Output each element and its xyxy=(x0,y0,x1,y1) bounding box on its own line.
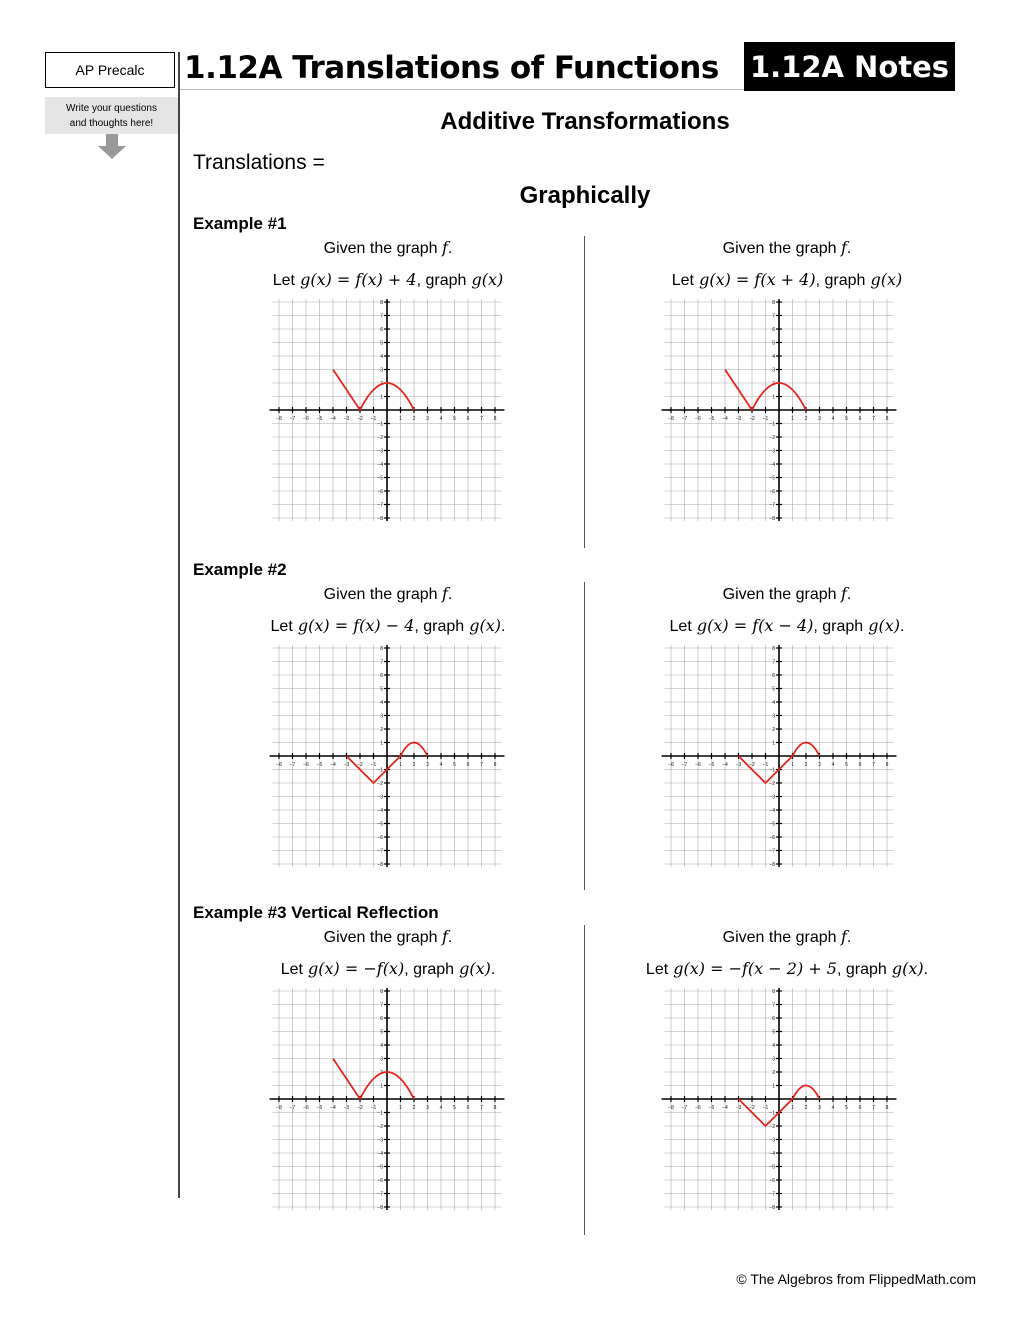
x-tick-label: 1 xyxy=(399,762,402,768)
transformation-expression: g(x) = f(x) + 4 xyxy=(300,270,417,289)
x-tick-label: 3 xyxy=(426,416,429,422)
y-tick-label: −7 xyxy=(377,848,383,855)
x-tick-label: −6 xyxy=(695,416,701,422)
margin-note-line1: Write your questions xyxy=(66,102,157,114)
y-tick-label: −1 xyxy=(377,767,383,774)
x-tick-label: −1 xyxy=(762,416,769,422)
x-tick-label: −8 xyxy=(668,762,674,768)
x-tick-label: 2 xyxy=(804,762,808,768)
y-tick-label: 1 xyxy=(772,740,775,747)
let-word: Let xyxy=(280,961,303,978)
instruction-period: . xyxy=(923,961,929,978)
x-tick-label: −8 xyxy=(668,1105,674,1111)
x-tick-label: 5 xyxy=(453,762,456,768)
x-tick-label: 8 xyxy=(885,416,889,422)
x-tick-label: −4 xyxy=(722,762,728,768)
graph-target: g(x) xyxy=(870,270,903,289)
y-tick-label: 4 xyxy=(772,1043,775,1049)
graph-target: g(x) xyxy=(471,270,504,289)
graph-target: g(x) xyxy=(469,616,502,635)
x-tick-label: −7 xyxy=(681,1105,688,1111)
instruction-period: . xyxy=(501,618,506,635)
function-name: f xyxy=(441,927,448,946)
y-tick-label: −7 xyxy=(769,848,775,855)
x-tick-label: −5 xyxy=(708,762,715,768)
y-tick-label: 6 xyxy=(380,327,383,333)
given-text: Given the graph xyxy=(323,929,438,946)
example-1-label: Example #1 xyxy=(193,214,287,233)
given-period: . xyxy=(846,586,852,603)
x-tick-label: −1 xyxy=(762,1105,769,1111)
y-tick-label: 4 xyxy=(380,700,383,706)
y-tick-label: −8 xyxy=(377,862,383,867)
y-tick-label: 7 xyxy=(380,313,383,320)
graph-word: , graph xyxy=(404,961,455,978)
y-tick-label: −3 xyxy=(377,448,383,455)
x-tick-label: 1 xyxy=(399,416,402,422)
transformation-instruction xyxy=(587,959,987,979)
x-tick-label: −8 xyxy=(276,416,282,422)
y-tick-label: −1 xyxy=(377,1110,383,1117)
y-tick-label: 8 xyxy=(772,989,775,995)
given-period: . xyxy=(447,929,453,946)
x-tick-label: −5 xyxy=(316,1105,323,1111)
y-tick-label: 6 xyxy=(380,1016,383,1022)
x-tick-label: 3 xyxy=(818,762,821,768)
y-tick-label: −2 xyxy=(769,435,775,441)
transformation-instruction xyxy=(188,959,588,979)
x-tick-label: −2 xyxy=(357,1105,363,1111)
given-period: . xyxy=(447,586,453,603)
y-tick-label: 3 xyxy=(380,1056,383,1063)
transformation-expression: g(x) = −f(x) xyxy=(308,959,405,978)
y-tick-label: −8 xyxy=(377,516,383,521)
y-tick-label: 7 xyxy=(380,1002,383,1009)
transformation-instruction xyxy=(587,616,987,636)
x-tick-label: 8 xyxy=(493,416,497,422)
y-tick-label: −6 xyxy=(377,1178,383,1184)
given-graph-text xyxy=(607,927,967,947)
down-arrow-icon xyxy=(97,134,127,160)
course-label: AP Precalc xyxy=(45,52,175,88)
graph-target: g(x) xyxy=(891,959,924,978)
x-tick-label: −5 xyxy=(708,1105,715,1111)
x-tick-label: −6 xyxy=(303,1105,309,1111)
transformation-expression: g(x) = f(x + 4) xyxy=(699,270,816,289)
translations-label: Translations = xyxy=(193,151,325,174)
x-tick-label: −6 xyxy=(303,762,309,768)
x-tick-label: −3 xyxy=(343,1105,350,1111)
x-tick-label: −7 xyxy=(289,1105,296,1111)
x-tick-label: 3 xyxy=(818,416,821,422)
x-tick-label: 7 xyxy=(480,1105,483,1111)
y-tick-label: −5 xyxy=(769,475,775,482)
footer-credit: © The Algebros from FlippedMath.com xyxy=(736,1271,976,1287)
x-tick-label: 7 xyxy=(872,1105,875,1111)
y-tick-label: −6 xyxy=(769,835,775,841)
instruction-period: . xyxy=(900,618,905,635)
x-tick-label: 5 xyxy=(845,762,848,768)
y-tick-label: 6 xyxy=(772,673,775,679)
page-title: 1.12A Translations of Functions xyxy=(184,50,719,86)
graph-target: g(x) xyxy=(459,959,491,978)
x-tick-label: 8 xyxy=(885,762,889,768)
y-tick-label: −3 xyxy=(377,1137,383,1144)
x-tick-label: −3 xyxy=(343,762,350,768)
margin-note xyxy=(45,97,178,134)
transformation-expression: g(x) = f(x − 4) xyxy=(696,616,814,635)
y-tick-label: −5 xyxy=(377,821,383,828)
margin-note-line2: and thoughts here! xyxy=(69,117,154,129)
x-tick-label: 5 xyxy=(453,1105,456,1111)
x-tick-label: −7 xyxy=(289,762,296,768)
graph-word: , graph xyxy=(815,272,866,289)
y-tick-label: −4 xyxy=(769,808,775,814)
graphically-heading: Graphically xyxy=(519,182,651,209)
function-name: f xyxy=(840,238,847,257)
x-tick-label: −2 xyxy=(357,416,363,422)
x-tick-label: −4 xyxy=(330,762,336,768)
x-tick-label: −1 xyxy=(370,1105,377,1111)
y-tick-label: 8 xyxy=(380,300,383,306)
given-graph-text xyxy=(607,584,967,604)
x-tick-label: 7 xyxy=(872,416,875,422)
x-tick-label: −7 xyxy=(289,416,296,422)
x-tick-label: −2 xyxy=(749,416,755,422)
y-tick-label: −3 xyxy=(769,448,775,455)
y-tick-label: 2 xyxy=(380,381,383,387)
transformation-expression: g(x) = f(x) − 4 xyxy=(297,616,415,635)
function-name: f xyxy=(840,584,847,603)
x-tick-label: 6 xyxy=(466,1105,470,1111)
given-period: . xyxy=(846,240,852,257)
graph-word: , graph xyxy=(414,618,465,635)
y-tick-label: 5 xyxy=(380,686,383,693)
y-tick-label: −3 xyxy=(769,1137,775,1144)
y-tick-label: 7 xyxy=(772,313,775,320)
x-tick-label: −2 xyxy=(749,1105,755,1111)
transformation-instruction xyxy=(587,270,987,290)
graph-word: , graph xyxy=(836,961,887,978)
x-tick-label: 4 xyxy=(439,416,443,422)
coordinate-grid xyxy=(266,299,508,521)
x-tick-label: 8 xyxy=(493,762,497,768)
coordinate-grid xyxy=(266,645,508,867)
x-tick-label: 7 xyxy=(480,416,483,422)
let-word: Let xyxy=(669,618,692,635)
y-tick-label: 6 xyxy=(772,1016,775,1022)
x-tick-label: 2 xyxy=(412,1105,416,1111)
y-tick-label: 1 xyxy=(380,740,383,747)
transformation-instruction xyxy=(188,270,588,290)
y-tick-label: −5 xyxy=(377,1164,383,1171)
x-tick-label: 4 xyxy=(831,1105,835,1111)
function-name: f xyxy=(441,238,448,257)
x-tick-label: 6 xyxy=(858,416,862,422)
x-tick-label: −3 xyxy=(735,416,742,422)
x-tick-label: −5 xyxy=(316,762,323,768)
y-tick-label: 1 xyxy=(380,394,383,401)
x-tick-label: −4 xyxy=(722,1105,728,1111)
x-tick-label: 2 xyxy=(412,416,416,422)
y-tick-label: −3 xyxy=(377,794,383,801)
x-tick-label: 5 xyxy=(453,416,456,422)
y-tick-label: 5 xyxy=(772,1029,775,1036)
y-tick-label: −1 xyxy=(769,421,775,428)
y-tick-label: 8 xyxy=(380,989,383,995)
y-tick-label: 3 xyxy=(380,367,383,374)
example-3-label: Example #3 Vertical Reflection xyxy=(193,903,439,922)
y-tick-label: 6 xyxy=(380,673,383,679)
given-period: . xyxy=(846,929,852,946)
y-tick-label: −5 xyxy=(769,1164,775,1171)
y-tick-label: −1 xyxy=(377,421,383,428)
let-word: Let xyxy=(671,272,694,289)
x-tick-label: −8 xyxy=(276,1105,282,1111)
x-tick-label: −2 xyxy=(357,762,363,768)
y-tick-label: 2 xyxy=(772,1070,775,1076)
y-tick-label: 8 xyxy=(772,300,775,306)
y-tick-label: 3 xyxy=(772,367,775,374)
instruction-period: . xyxy=(490,961,496,978)
let-word: Let xyxy=(272,272,295,289)
x-tick-label: 2 xyxy=(804,1105,808,1111)
y-tick-label: 3 xyxy=(380,713,383,720)
x-tick-label: 1 xyxy=(791,762,794,768)
y-tick-label: −7 xyxy=(377,502,383,509)
given-text: Given the graph xyxy=(722,240,837,257)
given-graph-text xyxy=(208,238,568,258)
y-tick-label: 3 xyxy=(772,713,775,720)
y-tick-label: 5 xyxy=(380,340,383,347)
x-tick-label: −8 xyxy=(668,416,674,422)
y-tick-label: −4 xyxy=(377,462,383,468)
y-tick-label: 4 xyxy=(380,354,383,360)
given-graph-text xyxy=(208,584,568,604)
y-tick-label: 2 xyxy=(380,1070,383,1076)
y-tick-label: 1 xyxy=(380,1083,383,1090)
x-tick-label: 4 xyxy=(439,1105,443,1111)
x-tick-label: 4 xyxy=(439,762,443,768)
x-tick-label: −1 xyxy=(762,762,769,768)
x-tick-label: −8 xyxy=(276,762,282,768)
y-tick-label: −8 xyxy=(769,1205,775,1210)
transformation-instruction xyxy=(188,616,588,636)
coordinate-grid xyxy=(658,299,900,521)
x-tick-label: 5 xyxy=(845,1105,848,1111)
graph-target: g(x) xyxy=(868,616,901,635)
y-tick-label: 7 xyxy=(772,659,775,666)
x-tick-label: −4 xyxy=(330,1105,336,1111)
x-tick-label: 7 xyxy=(480,762,483,768)
y-tick-label: 7 xyxy=(772,1002,775,1009)
transformation-expression: g(x) = −f(x − 2) + 5 xyxy=(673,959,837,978)
x-tick-label: 1 xyxy=(791,416,794,422)
coordinate-grid xyxy=(266,988,508,1210)
x-tick-label: −3 xyxy=(735,1105,742,1111)
y-tick-label: −6 xyxy=(377,835,383,841)
x-tick-label: −2 xyxy=(749,762,755,768)
x-tick-label: −5 xyxy=(316,416,323,422)
x-tick-label: 6 xyxy=(858,1105,862,1111)
y-tick-label: −4 xyxy=(769,462,775,468)
y-tick-label: −7 xyxy=(769,1191,775,1198)
y-tick-label: −7 xyxy=(377,1191,383,1198)
y-tick-label: 4 xyxy=(380,1043,383,1049)
y-tick-label: 4 xyxy=(772,354,775,360)
y-tick-label: 2 xyxy=(772,727,775,733)
y-tick-label: −5 xyxy=(769,821,775,828)
x-tick-label: −4 xyxy=(330,416,336,422)
given-period: . xyxy=(447,240,453,257)
y-tick-label: −6 xyxy=(769,489,775,495)
x-tick-label: 1 xyxy=(791,1105,794,1111)
x-tick-label: 4 xyxy=(831,416,835,422)
x-tick-label: −5 xyxy=(708,416,715,422)
y-tick-label: −2 xyxy=(769,781,775,787)
notes-badge: 1.12A Notes xyxy=(744,42,955,91)
x-tick-label: −7 xyxy=(681,416,688,422)
y-tick-label: −4 xyxy=(769,1151,775,1157)
coordinate-grid xyxy=(658,988,900,1210)
given-text: Given the graph xyxy=(323,586,438,603)
x-tick-label: −4 xyxy=(722,416,728,422)
x-tick-label: 6 xyxy=(858,762,862,768)
x-tick-label: −6 xyxy=(303,416,309,422)
y-tick-label: −5 xyxy=(377,475,383,482)
graph-word: , graph xyxy=(813,618,864,635)
y-tick-label: 2 xyxy=(772,381,775,387)
y-tick-label: −4 xyxy=(377,808,383,814)
let-word: Let xyxy=(270,618,293,635)
y-tick-label: −6 xyxy=(377,489,383,495)
let-word: Let xyxy=(645,961,669,978)
y-tick-label: −1 xyxy=(769,1110,775,1117)
y-tick-label: 5 xyxy=(772,340,775,347)
y-tick-label: −7 xyxy=(769,502,775,509)
x-tick-label: −3 xyxy=(343,416,350,422)
x-tick-label: −3 xyxy=(735,762,742,768)
function-name: f xyxy=(441,584,448,603)
x-tick-label: 8 xyxy=(885,1105,889,1111)
y-tick-label: 5 xyxy=(772,686,775,693)
graph-word: , graph xyxy=(416,272,467,289)
y-tick-label: −2 xyxy=(769,1124,775,1130)
x-tick-label: 2 xyxy=(804,416,808,422)
x-tick-label: 8 xyxy=(493,1105,497,1111)
y-tick-label: −2 xyxy=(377,1124,383,1130)
x-tick-label: −6 xyxy=(695,762,701,768)
y-tick-label: −4 xyxy=(377,1151,383,1157)
x-tick-label: 3 xyxy=(426,1105,429,1111)
x-tick-label: −1 xyxy=(370,416,377,422)
y-tick-label: −1 xyxy=(769,767,775,774)
y-tick-label: 8 xyxy=(380,646,383,652)
y-tick-label: −8 xyxy=(769,862,775,867)
y-tick-label: −8 xyxy=(377,1205,383,1210)
x-tick-label: −7 xyxy=(681,762,688,768)
x-tick-label: 2 xyxy=(412,762,416,768)
y-tick-label: 1 xyxy=(772,1083,775,1090)
y-tick-label: −2 xyxy=(377,435,383,441)
given-text: Given the graph xyxy=(722,929,837,946)
coordinate-grid xyxy=(658,645,900,867)
x-tick-label: −6 xyxy=(695,1105,701,1111)
section-title: Additive Transformations xyxy=(440,108,730,135)
margin-divider xyxy=(178,52,180,1198)
x-tick-label: 3 xyxy=(818,1105,821,1111)
given-graph-text xyxy=(607,238,967,258)
y-tick-label: 8 xyxy=(772,646,775,652)
y-tick-label: 7 xyxy=(380,659,383,666)
y-tick-label: 5 xyxy=(380,1029,383,1036)
y-tick-label: 6 xyxy=(772,327,775,333)
y-tick-label: 1 xyxy=(772,394,775,401)
function-name: f xyxy=(840,927,847,946)
example-2-label: Example #2 xyxy=(193,560,287,579)
x-tick-label: 6 xyxy=(466,762,470,768)
x-tick-label: 1 xyxy=(399,1105,402,1111)
y-tick-label: −6 xyxy=(769,1178,775,1184)
x-tick-label: 7 xyxy=(872,762,875,768)
given-text: Given the graph xyxy=(722,586,837,603)
y-tick-label: −8 xyxy=(769,516,775,521)
y-tick-label: −2 xyxy=(377,781,383,787)
y-tick-label: −3 xyxy=(769,794,775,801)
y-tick-label: 4 xyxy=(772,700,775,706)
x-tick-label: 6 xyxy=(466,416,470,422)
given-graph-text xyxy=(208,927,568,947)
x-tick-label: 3 xyxy=(426,762,429,768)
y-tick-label: 2 xyxy=(380,727,383,733)
y-tick-label: 3 xyxy=(772,1056,775,1063)
given-text: Given the graph xyxy=(323,240,438,257)
x-tick-label: 5 xyxy=(845,416,848,422)
x-tick-label: −1 xyxy=(370,762,377,768)
x-tick-label: 4 xyxy=(831,762,835,768)
